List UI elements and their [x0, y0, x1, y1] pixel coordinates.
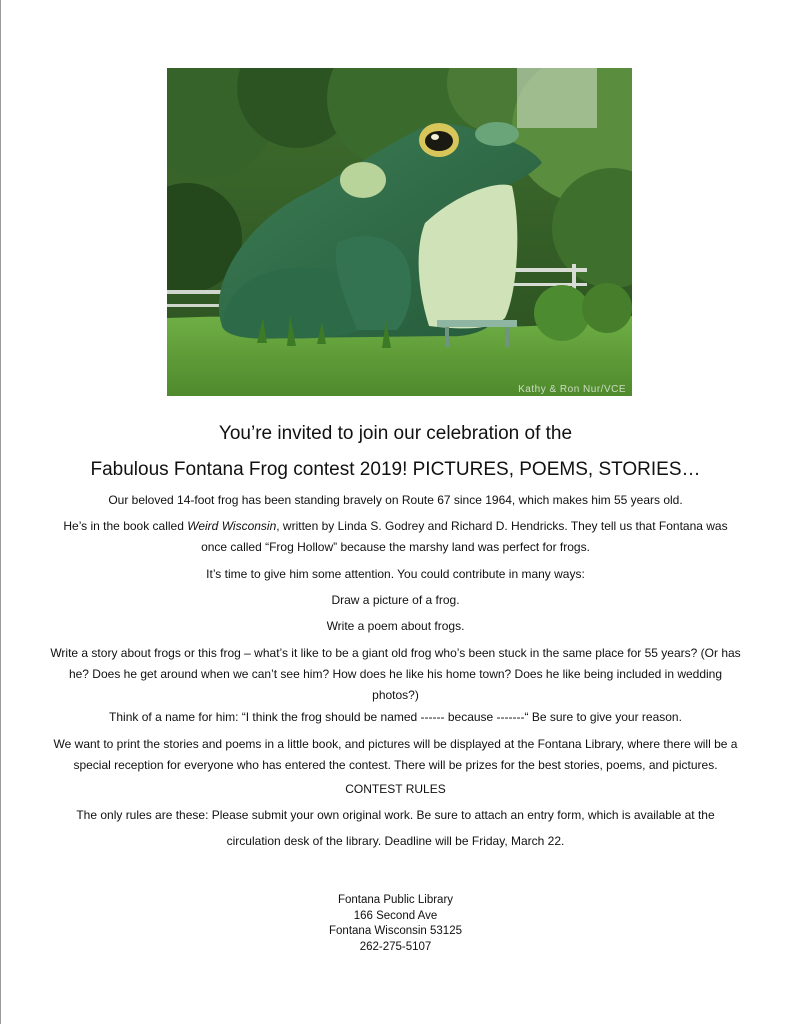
option-name-frog: Think of a name for him: “I think the frog should be named ------ because -------“ Be sure to give your reason. [109, 710, 682, 724]
contest-rules-heading: CONTEST RULES [345, 782, 446, 796]
option-write-poem: Write a poem about frogs. [326, 619, 465, 633]
paragraph-contribute: It’s time to give him some attention. You could contribute in many ways: [206, 567, 585, 581]
contest-deadline-text: circulation desk of the library. Deadline will be Friday, March 22. [226, 834, 565, 848]
library-name: Fontana Public Library [337, 894, 454, 906]
book-authors-text: , written by Linda S. Godrey and Richard D. Hendricks. They tell us that Fontana was once called “Frog Hollow” because the marshy land was perfect for frogs. [201, 519, 728, 554]
page-left-edge [0, 0, 1, 1024]
photo-watermark: Kathy & Ron Nur/VCE [518, 384, 626, 395]
paragraph-frog-age: Our beloved 14-foot frog has been standing bravely on Route 67 since 1964, which makes him 55 years old. [108, 493, 683, 507]
library-street: 166 Second Ave [353, 909, 438, 922]
book-intro-text: He’s in the book called [63, 519, 188, 533]
heading-line-2: Fabulous Fontana Frog contest 2019! PICTURES, POEMS, STORIES… [90, 459, 701, 480]
paragraph-book-and-reception: We want to print the stories and poems in a little book, and pictures will be displayed at the Fontana Library, where there will be a special reception for everyone who has entered the contest. There will be prizes for the best stories, poems, and pictures. [53, 737, 738, 772]
frog-illustration [167, 68, 632, 396]
library-phone: 262-275-5107 [359, 940, 432, 953]
book-title: Weird Wisconsin [187, 519, 277, 533]
option-draw-picture: Draw a picture of a frog. [331, 593, 460, 607]
contest-rules-text: The only rules are these: Please submit your own original work. Be sure to attach an entry form, which is available at the [76, 808, 715, 822]
paragraph-weird-wisconsin [50, 516, 741, 558]
heading-line-1: You’re invited to join our celebration of the [218, 423, 573, 444]
option-write-story: Write a story about frogs or this frog – what’s it like to be a giant old frog who’s been stuck in the same place for 55 years? (Or has he? Does he get around when we can’t see him? How does he like his home town? Does he like being included in wedding photos?) [50, 646, 741, 702]
frog-statue-photo [167, 68, 632, 396]
library-city: Fontana Wisconsin 53125 [329, 925, 462, 937]
library-address [0, 893, 791, 955]
